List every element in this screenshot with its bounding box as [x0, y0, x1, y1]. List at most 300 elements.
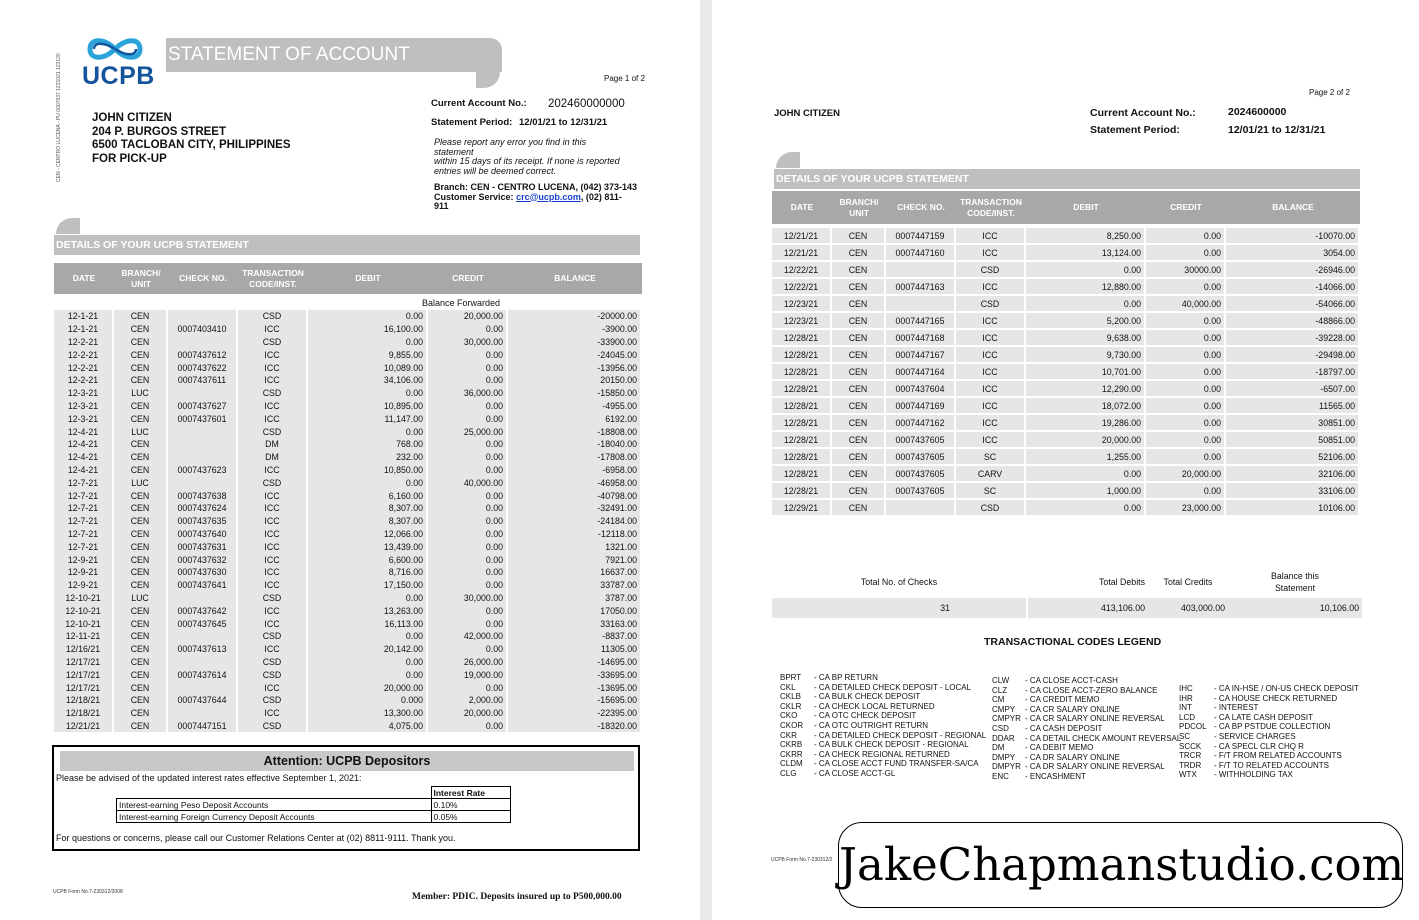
tx-code: ICC: [956, 313, 1026, 330]
tx-credit: 0.00: [428, 528, 508, 541]
legend-item: [1179, 761, 1359, 771]
tx-code: ICC: [238, 579, 308, 592]
tx-date: 12-2-21: [54, 348, 114, 361]
tx-date: 12-7-21: [54, 540, 114, 553]
tx-check-no: 0007437638: [168, 489, 238, 502]
tx-code: ICC: [238, 374, 308, 387]
customer-name: JOHN CITIZEN: [92, 112, 172, 124]
tx-date: 12-9-21: [54, 579, 114, 592]
legend-item: [1179, 694, 1359, 704]
tx-branch: CEN: [114, 553, 168, 566]
rate-label: Interest-earning Peso Deposit Accounts: [117, 799, 432, 811]
tx-balance: 30851.00: [1226, 415, 1360, 432]
tx-date: 12/28/21: [772, 381, 832, 398]
tx-check-no: 0007447167: [886, 347, 956, 364]
rate-value: 0.05%: [431, 811, 510, 823]
col-credit: CREDIT: [1146, 191, 1226, 224]
tx-branch: CEN: [832, 432, 886, 449]
legend-description: - CA BULK CHECK DEPOSIT - REGIONAL: [814, 740, 969, 750]
table-row: [772, 449, 1360, 466]
tx-branch: CEN: [832, 228, 886, 245]
tx-debit: 9,730.00: [1026, 347, 1146, 364]
table-row: [54, 515, 642, 528]
tx-credit: 0.00: [1146, 245, 1226, 262]
legend-code: CKLB: [780, 692, 801, 702]
tx-date: 12/23/21: [772, 296, 832, 313]
legend-item: [992, 676, 1181, 686]
tx-credit: 0.00: [428, 681, 508, 694]
tx-credit: 0.00: [428, 361, 508, 374]
tx-branch: CEN: [114, 502, 168, 515]
ending-balance: 10,106.00: [1228, 598, 1362, 618]
tx-code: CSD: [956, 500, 1026, 517]
statement-page-1: [0, 0, 700, 920]
rate-value: 0.10%: [431, 799, 510, 811]
form-number: UCPB Form No.7-230312/2: [771, 857, 833, 863]
legend-code: IHR: [1179, 693, 1193, 703]
table-row: [772, 466, 1360, 483]
watermark-text: JakeChapmanstudio.com: [838, 822, 1403, 908]
tx-check-no: 0007447168: [886, 330, 956, 347]
tx-date: 12-10-21: [54, 592, 114, 605]
tx-date: 12-3-21: [54, 412, 114, 425]
tx-code: ICC: [238, 553, 308, 566]
notice-line: entries will be deemed correct.: [434, 165, 557, 176]
tx-debit: 0.00: [308, 336, 428, 349]
legend-item: [992, 762, 1181, 772]
tx-debit: 6,160.00: [308, 489, 428, 502]
statement-title: STATEMENT OF ACCOUNT: [166, 38, 502, 72]
col-code-l1: TRANSACTION: [960, 196, 1022, 207]
tx-code: CSD: [238, 310, 308, 323]
tx-balance: 50851.00: [1226, 432, 1360, 449]
table-row: [772, 313, 1360, 330]
account-no-label: Current Account No.:: [1090, 107, 1196, 119]
period-label: Statement Period:: [1090, 124, 1180, 136]
legend-code: CLG: [780, 768, 797, 778]
tx-code: ICC: [238, 464, 308, 477]
legend-item: [780, 731, 986, 741]
tx-date: 12-1-21: [54, 323, 114, 336]
legend-item: [1179, 703, 1359, 713]
service-email-link[interactable]: crc@ucpb.com: [516, 191, 581, 202]
tx-code: SC: [956, 483, 1026, 500]
balance-label-l2: Statement: [1274, 583, 1316, 593]
legend-code: CLW: [992, 676, 1010, 685]
tx-date: 12/16/21: [54, 643, 114, 656]
tx-credit: 0.00: [428, 566, 508, 579]
details-title: DETAILS OF YOUR UCPB STATEMENT: [54, 235, 640, 255]
tx-check-no: 0007437601: [168, 412, 238, 425]
tx-credit: 0.00: [428, 374, 508, 387]
table-row: [772, 500, 1360, 517]
table-row: [772, 398, 1360, 415]
tx-check-no: 0007437612: [168, 348, 238, 361]
tx-debit: 12,290.00: [1026, 381, 1146, 398]
tx-date: 12-4-21: [54, 464, 114, 477]
tx-credit: 0.00: [428, 348, 508, 361]
tx-balance: -46958.00: [508, 476, 642, 489]
tx-date: 12/22/21: [772, 262, 832, 279]
tx-debit: 0.00: [1026, 466, 1146, 483]
tx-branch: CEN: [114, 720, 168, 733]
tx-code: CSD: [238, 656, 308, 669]
legend-description: - CA DETAIL CHECK AMOUNT REVERSAL: [1025, 733, 1182, 743]
tx-check-no: 0007437613: [168, 643, 238, 656]
col-branch-l2: UNIT: [131, 278, 151, 289]
tx-code: ICC: [238, 528, 308, 541]
tx-credit: 30,000.00: [428, 336, 508, 349]
tx-check-no: 0007437631: [168, 540, 238, 553]
tx-credit: 0.00: [428, 643, 508, 656]
tx-code: SC: [956, 449, 1026, 466]
tx-code: ICC: [238, 566, 308, 579]
tx-branch: CEN: [114, 630, 168, 643]
legend-column: [780, 673, 986, 779]
table-row: [54, 348, 642, 361]
tx-check-no: 0007447165: [886, 313, 956, 330]
legend-item: [992, 686, 1181, 696]
tx-credit: 0.00: [1146, 483, 1226, 500]
legend-item: [780, 769, 986, 779]
tx-code: ICC: [238, 348, 308, 361]
tx-branch: CEN: [114, 566, 168, 579]
notice-line: within 15 days of its receipt. If none is reported: [434, 156, 620, 166]
legend-item: [1179, 732, 1359, 742]
tx-code: ICC: [238, 489, 308, 502]
branch-line: Branch: CEN - CENTRO LUCENA, (042) 373-143: [434, 183, 638, 192]
tx-check-no: 0007437642: [168, 604, 238, 617]
ucpb-logo-icon: [82, 34, 148, 64]
col-date: DATE: [54, 263, 114, 294]
tx-branch: CEN: [114, 579, 168, 592]
table-row: [54, 643, 642, 656]
table-row: [54, 566, 642, 579]
tx-branch: CEN: [832, 296, 886, 313]
tx-branch: CEN: [832, 500, 886, 517]
tx-credit: 0.00: [428, 412, 508, 425]
tx-check-no: 0007447162: [886, 415, 956, 432]
tx-debit: 0.00: [1026, 500, 1146, 517]
col-code: [956, 191, 1026, 224]
col-balance: BALANCE: [1226, 191, 1360, 224]
tx-check-no: [168, 681, 238, 694]
tx-debit: 13,263.00: [308, 604, 428, 617]
tx-check-no: 0007437605: [886, 483, 956, 500]
legend-code: DM: [992, 743, 1005, 753]
tx-debit: 10,850.00: [308, 464, 428, 477]
legend-code: CKRR: [780, 749, 803, 759]
col-debit: DEBIT: [308, 263, 428, 294]
statement-page-2: [712, 0, 1419, 920]
tx-debit: 9,855.00: [308, 348, 428, 361]
tx-branch: CEN: [832, 313, 886, 330]
legend-item: [780, 673, 986, 683]
tx-code: ICC: [956, 432, 1026, 449]
tx-branch: CEN: [114, 451, 168, 464]
col-date: DATE: [772, 191, 832, 224]
balance-label: [1228, 566, 1362, 598]
tx-credit: 40,000.00: [428, 476, 508, 489]
table-row: [54, 592, 642, 605]
legend-item: [992, 743, 1181, 753]
tx-debit: 0.00: [308, 425, 428, 438]
tx-debit: 0.00: [308, 630, 428, 643]
tx-credit: 0.00: [428, 540, 508, 553]
tx-credit: 40,000.00: [1146, 296, 1226, 313]
legend-code: CKOR: [780, 720, 804, 730]
tx-debit: 9,638.00: [1026, 330, 1146, 347]
tx-code: ICC: [956, 228, 1026, 245]
table-row: [54, 323, 642, 336]
tx-check-no: [168, 438, 238, 451]
tx-date: 12/21/21: [54, 720, 114, 733]
tx-credit: 0.00: [428, 464, 508, 477]
tx-branch: CEN: [114, 464, 168, 477]
details-flag: [776, 152, 800, 168]
service-phone: , (02) 811-: [580, 191, 622, 202]
legend-description: - CA CREDIT MEMO: [1025, 695, 1100, 705]
table-row: [772, 262, 1360, 279]
table-row: [54, 553, 642, 566]
tx-date: 12/21/21: [772, 228, 832, 245]
tx-code: ICC: [238, 617, 308, 630]
logo-text: UCPB: [82, 62, 155, 90]
legend-item: [1179, 751, 1359, 761]
legend-item: [780, 750, 986, 760]
tx-check-no: 0007437627: [168, 400, 238, 413]
transactions-table-p2: [772, 191, 1360, 517]
transactions-body-p2: [772, 228, 1360, 517]
legend-description: - SERVICE CHARGES: [1214, 731, 1296, 741]
tx-balance: 17050.00: [508, 604, 642, 617]
tx-credit: 26,000.00: [428, 656, 508, 669]
tx-balance: 3054.00: [1226, 245, 1360, 262]
notice-line: Please report any error you find in this: [434, 138, 587, 147]
legend-code: DMPYR: [992, 762, 1021, 772]
tx-branch: CEN: [832, 466, 886, 483]
tx-code: ICC: [956, 398, 1026, 415]
table-row: [54, 604, 642, 617]
tx-debit: 19,286.00: [1026, 415, 1146, 432]
tx-check-no: 0007437605: [886, 449, 956, 466]
tx-balance: -13695.00: [508, 681, 642, 694]
tx-branch: CEN: [832, 398, 886, 415]
transactions-body-p1: [54, 310, 642, 732]
tx-date: 12/28/21: [772, 415, 832, 432]
legend-description: - WITHHOLDING TAX: [1214, 770, 1293, 780]
tx-credit: 30000.00: [1146, 262, 1226, 279]
legend-column: [992, 676, 1181, 782]
table-row: [54, 579, 642, 592]
tx-date: 12-7-21: [54, 515, 114, 528]
col-credit: CREDIT: [428, 263, 508, 294]
col-branch: [114, 263, 168, 294]
total-credits: 403,000.00: [1148, 598, 1228, 618]
legend-item: [780, 740, 986, 750]
legend-item: [1179, 770, 1359, 780]
tx-debit: 20,000.00: [308, 681, 428, 694]
legend-code: TRCR: [1179, 751, 1202, 761]
tx-branch: CEN: [114, 374, 168, 387]
tx-debit: 13,300.00: [308, 707, 428, 720]
col-code-l2: CODE/INST.: [249, 278, 297, 289]
tx-branch: CEN: [114, 540, 168, 553]
tx-balance: 3787.00: [508, 592, 642, 605]
legend-item: [1179, 722, 1359, 732]
tx-branch: CEN: [114, 707, 168, 720]
tx-check-no: 0007437644: [168, 694, 238, 707]
balance-forwarded: Balance Forwarded: [422, 298, 501, 308]
legend-item: [992, 705, 1181, 715]
tx-date: 12-7-21: [54, 528, 114, 541]
tx-debit: 0.00: [308, 310, 428, 323]
table-row: [772, 483, 1360, 500]
tx-code: CSD: [238, 476, 308, 489]
table-row: [772, 432, 1360, 449]
legend-item: [1179, 713, 1359, 723]
tx-check-no: [168, 630, 238, 643]
tx-code: ICC: [238, 412, 308, 425]
rate-table-corner: [117, 787, 432, 799]
col-branch-l1: BRANCH/: [839, 196, 879, 207]
total-debits-label: Total Debits: [1099, 577, 1145, 587]
tx-check-no: [168, 592, 238, 605]
balance-label-l1: Balance this: [1271, 571, 1319, 581]
tx-debit: 0.00: [308, 656, 428, 669]
tx-code: CSD: [238, 592, 308, 605]
tx-date: 12-4-21: [54, 438, 114, 451]
tx-credit: 19,000.00: [428, 668, 508, 681]
tx-credit: 23,000.00: [1146, 500, 1226, 517]
legend-code: CKO: [780, 711, 798, 721]
tx-code: ICC: [238, 681, 308, 694]
tx-credit: 0.00: [428, 438, 508, 451]
table-row: [54, 310, 642, 323]
legend-description: - F/T FROM RELATED ACCOUNTS: [1214, 751, 1342, 761]
tx-debit: 17,150.00: [308, 579, 428, 592]
total-credits-label: Total Credits: [1163, 577, 1213, 587]
tx-credit: 0.00: [428, 515, 508, 528]
tx-balance: 52106.00: [1226, 449, 1360, 466]
legend-description: - ENCASHMENT: [1025, 771, 1086, 781]
tx-debit: 8,716.00: [308, 566, 428, 579]
legend-description: - CA LATE CASH DEPOSIT: [1214, 712, 1313, 722]
table-row: [772, 415, 1360, 432]
tx-branch: CEN: [114, 617, 168, 630]
tx-balance: -15695.00: [508, 694, 642, 707]
tx-branch: CEN: [114, 361, 168, 374]
legend-code: DMPY: [992, 752, 1016, 762]
tx-debit: 18,072.00: [1026, 398, 1146, 415]
tx-debit: 8,307.00: [308, 502, 428, 515]
tx-check-no: 0007447169: [886, 398, 956, 415]
legend-description: - CA CR SALARY ONLINE: [1025, 704, 1120, 714]
banner-tail: [476, 70, 500, 88]
tx-balance: -18320.00: [508, 720, 642, 733]
table-row: [54, 528, 642, 541]
col-code-l1: TRANSACTION: [242, 267, 304, 278]
tx-balance: -48866.00: [1226, 313, 1360, 330]
tx-balance: 11305.00: [508, 643, 642, 656]
pdic-member-note: Member: PDIC. Deposits insured up to P500,000.00: [412, 892, 622, 902]
tx-debit: 10,895.00: [308, 400, 428, 413]
tx-branch: CEN: [832, 262, 886, 279]
tx-code: ICC: [238, 361, 308, 374]
legend-code: INT: [1179, 703, 1192, 713]
attention-box: [52, 745, 640, 851]
tx-date: 12/28/21: [772, 364, 832, 381]
legend-code: CM: [992, 695, 1005, 705]
tx-credit: 0.00: [428, 579, 508, 592]
tx-branch: CEN: [114, 604, 168, 617]
table-row: [772, 330, 1360, 347]
legend-code: SCCK: [1179, 741, 1202, 751]
legend-code: ENC: [992, 771, 1009, 781]
legend-code: SC: [1179, 731, 1191, 741]
attention-intro: Please be advised of the updated interest rates effective September 1, 2021:: [56, 773, 362, 783]
legend-description: - CA OTC OUTRIGHT RETURN: [814, 720, 929, 730]
tx-code: ICC: [238, 707, 308, 720]
legend-code: CKLR: [780, 701, 802, 711]
tx-balance: -33695.00: [508, 668, 642, 681]
tx-date: 12-9-21: [54, 553, 114, 566]
tx-balance: -6958.00: [508, 464, 642, 477]
tx-date: 12/28/21: [772, 347, 832, 364]
tx-credit: 20,000.00: [428, 310, 508, 323]
tx-credit: 0.00: [1146, 364, 1226, 381]
tx-date: 12-10-21: [54, 604, 114, 617]
tx-date: 12-3-21: [54, 387, 114, 400]
period-value: 12/01/21 to 12/31/21: [519, 117, 608, 128]
tx-branch: CEN: [114, 656, 168, 669]
tx-debit: 0.00: [1026, 296, 1146, 313]
tx-date: 12/18/21: [54, 707, 114, 720]
tx-code: ICC: [238, 323, 308, 336]
legend-description: - CA DR SALARY ONLINE: [1025, 752, 1120, 762]
spacer-row: [54, 294, 642, 310]
table-row: [772, 279, 1360, 296]
legend-item: [780, 692, 986, 702]
tx-date: 12/28/21: [772, 466, 832, 483]
legend-description: - CA CLOSE ACCT-ZERO BALANCE: [1025, 685, 1158, 695]
tx-debit: 20,000.00: [1026, 432, 1146, 449]
tx-balance: 6192.00: [508, 412, 642, 425]
legend-title: TRANSACTIONAL CODES LEGEND: [984, 636, 1162, 648]
tx-credit: 0.00: [428, 502, 508, 515]
tx-code: DM: [238, 451, 308, 464]
tx-credit: 0.00: [428, 604, 508, 617]
tx-debit: 8,307.00: [308, 515, 428, 528]
tx-debit: 16,113.00: [308, 617, 428, 630]
tx-date: 12-4-21: [54, 425, 114, 438]
tx-credit: 0.00: [1146, 381, 1226, 398]
tx-code: CSD: [238, 387, 308, 400]
tx-balance: -6507.00: [1226, 381, 1360, 398]
account-no-label: Current Account No.:: [431, 98, 527, 109]
tx-balance: -33900.00: [508, 336, 642, 349]
tx-debit: 13,124.00: [1026, 245, 1146, 262]
tx-date: 12/28/21: [772, 398, 832, 415]
tx-debit: 6,600.00: [308, 553, 428, 566]
table-row: [54, 707, 642, 720]
tx-debit: 10,089.00: [308, 361, 428, 374]
tx-debit: 0.00: [1026, 262, 1146, 279]
table-row: [54, 451, 642, 464]
tx-balance: 7921.00: [508, 553, 642, 566]
tx-debit: 0.00: [308, 592, 428, 605]
tx-branch: CEN: [114, 438, 168, 451]
